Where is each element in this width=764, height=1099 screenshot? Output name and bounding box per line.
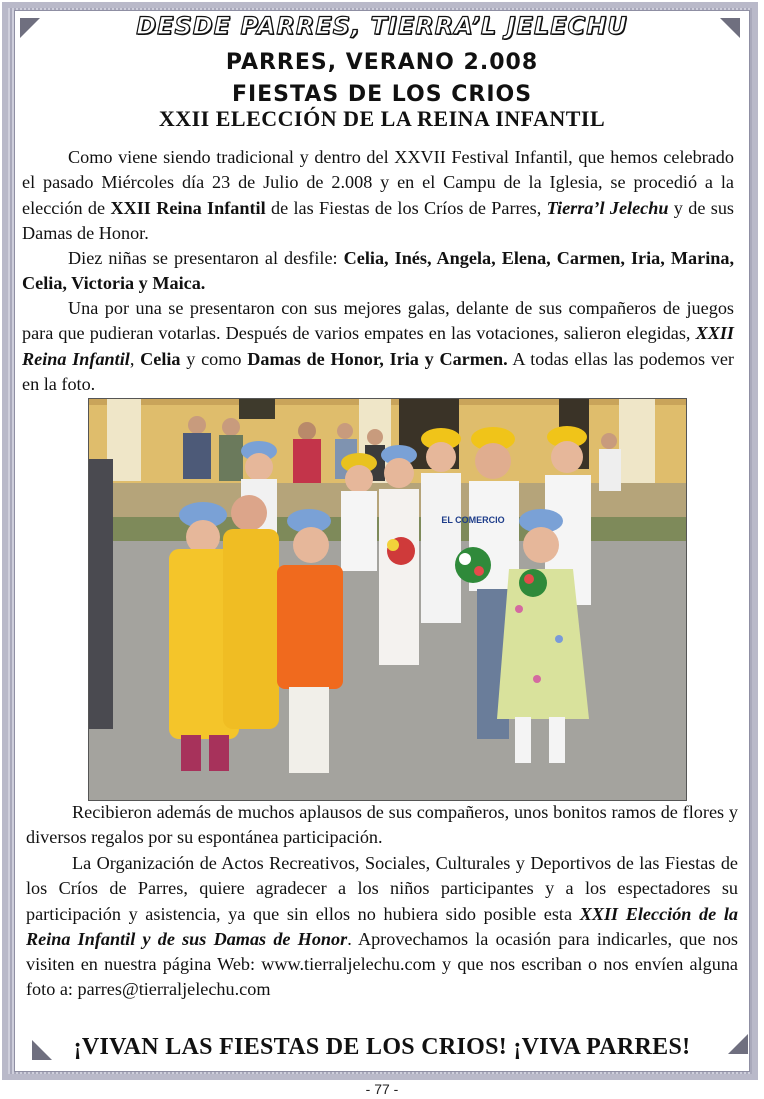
page-number: - 77 - — [365, 1081, 399, 1097]
header-title: DESDE PARRES, TIERRA’L JELECHU — [136, 12, 628, 40]
header-event: FIESTAS DE LOS CRIOS — [231, 82, 533, 107]
shirt-logo-text: EL COMERCIO — [441, 515, 505, 525]
paragraph-thanks: La Organización de Actos Recreativos, Sociales, Culturales y Deportivos de las Fiestas de los Críos de Parres, quiere agradecer a los niños participantes y a los espectadores su participación y asistencia, ya que sin ellos no hubiera sido posible esta XXII Elección de la Reina Infantil y de sus Damas de Honor. Aprovechamos la ocasión para indicarles, que nos visiten en nuestra página Web: www.tierraljelechu.com y que nos escriban o nos envíen alguna foto a: parres@tierraljelechu.com — [26, 853, 738, 1000]
paragraph-intro: Como viene siendo tradicional y dentro del XXVII Festival Infantil, que hemos celebrado el pasado Miércoles día 23 de Julio de 2.008 y en el Campu de la Iglesia, se procedió a la elección de XXII Reina Infantil de las Fiestas de los Críos de Parres, Tierra’l Jelechu y de sus Damas de Honor. — [22, 147, 734, 243]
paragraph-results: Una por una se presentaron con sus mejores galas, delante de sus compañeros de juegos para que pudieran votarlas. Después de varios empates en las votaciones, salieron elegidas, XXII Reina Infantil, Celia y como Damas de Honor, Iria y Carmen. A todas ellas las podemos ver en la foto. — [22, 298, 734, 394]
photo-illustration — [89, 399, 686, 800]
header-subtitle: PARRES, VERANO 2.008 — [225, 50, 539, 75]
closing-cheer: ¡VIVAN LAS FIESTAS DE LOS CRIOS! ¡VIVA PARRES! — [73, 1034, 691, 1060]
group-photo — [88, 398, 687, 801]
paragraph-gifts: Recibieron además de muchos aplausos de sus compañeros, unos bonitos ramos de flores y diversos regalos por su espontánea participación. — [26, 802, 738, 848]
paragraph-participants: Diez niñas se presentaron al desfile: Celia, Inés, Angela, Elena, Carmen, Iria, Marina, Celia, Victoria y Maica. — [22, 248, 734, 294]
article-title: XXII ELECCIÓN DE LA REINA INFANTIL — [158, 106, 606, 131]
